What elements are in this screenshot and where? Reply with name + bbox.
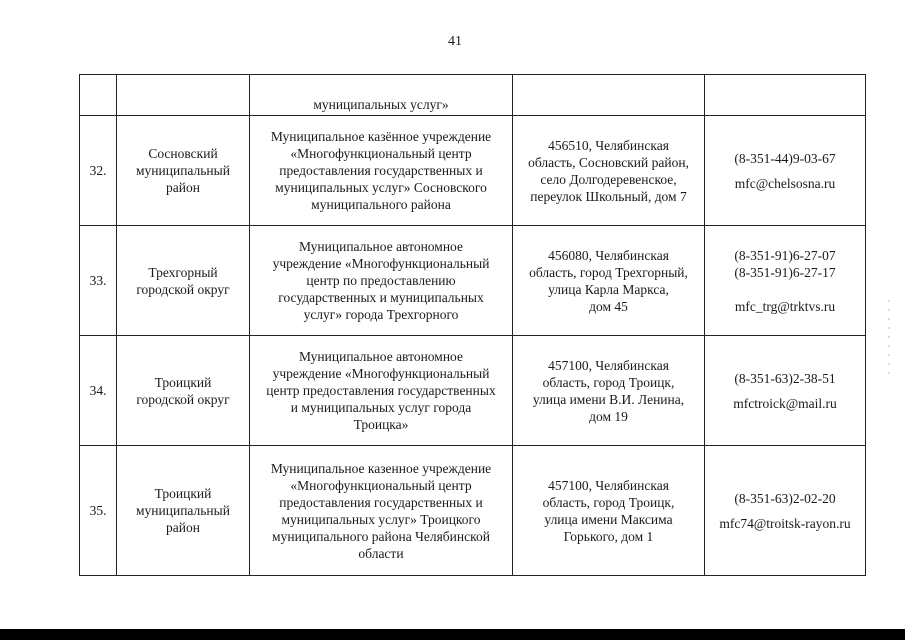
- cell-address: [513, 75, 705, 116]
- table-row: [80, 116, 866, 226]
- cell-area: [117, 75, 250, 116]
- row-number: 35.: [80, 446, 117, 576]
- scan-artifact: [888, 300, 890, 380]
- postal-address: 456510, Челябинская область, Сосновский район, село Долгодеревенское, переулок Школьный, дом 7: [513, 116, 705, 226]
- contacts: [705, 446, 866, 576]
- contacts: [705, 116, 866, 226]
- district-name: Трехгорный городской округ: [117, 226, 250, 336]
- district-name: Сосновский муниципальный район: [117, 116, 250, 226]
- organization-name: Муниципальное автономное учреждение «Многофункциональный центр предоставления государственных и муниципальных услуг города Троицка»: [250, 336, 513, 446]
- email-address: mfc_trg@trktvs.ru: [734, 298, 836, 314]
- table-row: [80, 226, 866, 336]
- organization-name: Муниципальное автономное учреждение «Многофункциональный центр по предоставлению государственных и муниципальных услуг» города Трехгорного: [250, 226, 513, 336]
- phone-number: (8-351-44)9-03-67: [734, 150, 836, 166]
- phone-number: (8-351-63)2-38-51: [734, 370, 836, 386]
- table-row: [80, 336, 866, 446]
- phone-number: (8-351-63)2-02-20: [734, 490, 836, 506]
- district-name: Троицкий городской округ: [117, 336, 250, 446]
- email-address: mfc@chelsosna.ru: [734, 175, 836, 191]
- cell-num: [80, 75, 117, 116]
- postal-address: 457100, Челябинская область, город Троицк, улица имени В.И. Ленина, дом 19: [513, 336, 705, 446]
- scan-border-bar: [0, 629, 905, 640]
- table-row: [80, 446, 866, 576]
- cell-org-continuation: муниципальных услуг»: [250, 75, 513, 116]
- page-number: 41: [448, 34, 462, 49]
- row-number: 32.: [80, 116, 117, 226]
- mfc-registry-table: [79, 74, 866, 576]
- contacts: [705, 336, 866, 446]
- postal-address: 457100, Челябинская область, город Троицк, улица имени Максима Горького, дом 1: [513, 446, 705, 576]
- postal-address: 456080, Челябинская область, город Трехгорный, улица Карла Маркса, дом 45: [513, 226, 705, 336]
- email-address: mfctroick@mail.ru: [733, 395, 837, 411]
- district-name: Троицкий муниципальный район: [117, 446, 250, 576]
- organization-name: Муниципальное казенное учреждение «Многофункциональный центр предоставления государственных и муниципальных услуг» Троицкого муниципального района Челябинской области: [250, 446, 513, 576]
- phone-number: (8-351-91)6-27-07: [734, 247, 836, 263]
- organization-name: Муниципальное казённое учреждение «Многофункциональный центр предоставления государственных и муниципальных услуг» Сосновского муниципального района: [250, 116, 513, 226]
- cell-contacts: [705, 75, 866, 116]
- phone-number: (8-351-91)6-27-17: [734, 264, 836, 280]
- row-number: 34.: [80, 336, 117, 446]
- table-row-continuation: [80, 75, 866, 116]
- contacts: [705, 226, 866, 336]
- email-address: mfc74@troitsk-rayon.ru: [719, 515, 851, 531]
- row-number: 33.: [80, 226, 117, 336]
